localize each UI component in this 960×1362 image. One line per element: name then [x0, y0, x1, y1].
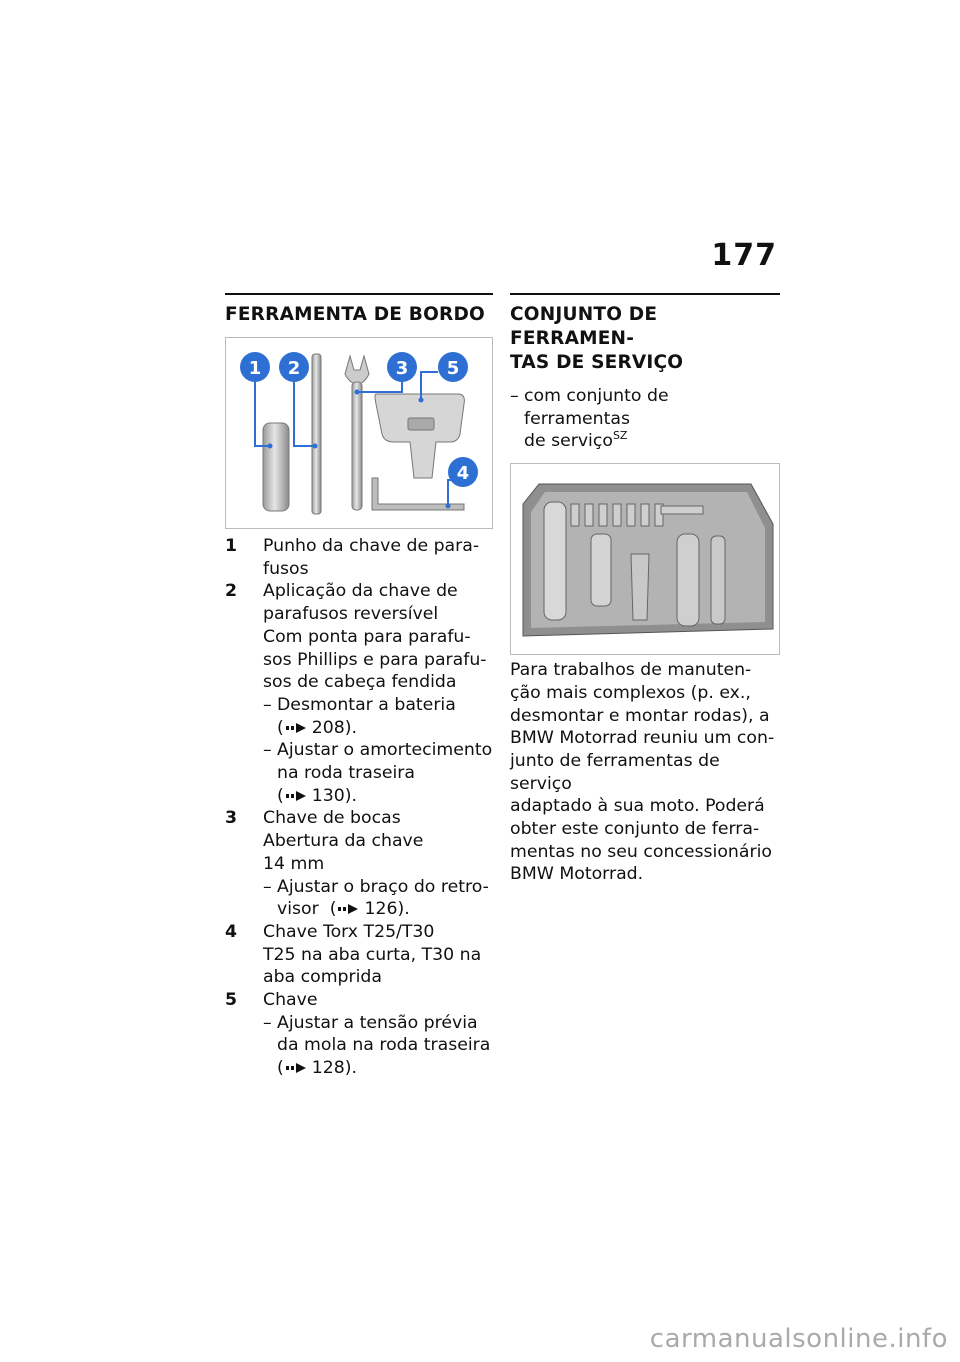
callout-5: 5: [446, 358, 460, 379]
item-text: Chave: [263, 990, 318, 1011]
section-heading: CONJUNTO DE FERRAMEN- TAS DE SERVIÇO: [510, 304, 684, 373]
condition-text: com conjunto de ferramentas: [524, 386, 669, 429]
item-text: fusos: [263, 558, 309, 579]
item-text: parafusos reversível: [263, 604, 439, 625]
action-step: [263, 694, 493, 739]
page-reference[interactable]: ( 208).: [277, 717, 357, 738]
item-number: 5: [225, 990, 238, 1011]
item-number: 2: [225, 581, 238, 602]
service-toolkit-figure: [510, 463, 780, 655]
callout-2: 2: [287, 358, 301, 379]
item-number: 3: [225, 808, 238, 829]
onboard-toolkit-section: [225, 293, 493, 1080]
condition-note: [510, 385, 780, 453]
item-text: Com ponta para parafu-: [263, 626, 471, 647]
item-text: Abertura da chave: [263, 831, 424, 852]
dash-symbol: –: [263, 740, 272, 761]
watermark: carmanualsonline.info: [649, 1324, 948, 1354]
action-step: [263, 1012, 493, 1080]
list-item: [225, 535, 493, 580]
action-step: [263, 876, 493, 921]
item-text: sos Phillips e para parafu-: [263, 649, 487, 670]
option-code: SZ: [612, 429, 628, 443]
step-text: Desmontar a bateria: [277, 694, 456, 715]
page-ref-arrow-icon: [338, 904, 358, 914]
dash-symbol: –: [263, 1012, 272, 1033]
step-text: da mola na roda traseira: [277, 1035, 491, 1056]
dash-symbol: –: [263, 694, 272, 715]
item-text: T25 na aba curta, T30 na: [263, 944, 482, 965]
list-item: [225, 989, 493, 1080]
service-paragraph: Para trabalhos de manuten- ção mais complexos (p. ex., desmontar e montar rodas), a BMW Motorrad reuniu um con- junto de ferramentas de serviço adaptado à sua moto. Poderá obter este conjunto de ferra- mentas no seu concessionário BMW Motorrad.: [510, 660, 775, 885]
page-reference[interactable]: visor ( 126).: [277, 899, 410, 920]
item-number: 1: [225, 536, 238, 556]
section-rule: [225, 293, 493, 295]
step-text: na roda traseira: [277, 763, 415, 784]
dash-symbol: –: [263, 876, 272, 897]
page-ref-arrow-icon: [286, 723, 306, 733]
dash-symbol: –: [510, 386, 519, 406]
condition-text: de serviço: [524, 431, 613, 452]
page-reference[interactable]: ( 130).: [277, 785, 357, 806]
item-number: 4: [225, 921, 238, 942]
tool-list: [225, 535, 493, 1080]
callout-3: 3: [395, 358, 409, 379]
step-text: Ajustar o braço do retro-: [277, 876, 489, 897]
section-heading: FERRAMENTA DE BORDO: [225, 304, 485, 325]
service-toolkit-section: [510, 293, 780, 886]
item-text: Punho da chave de para-: [263, 536, 480, 556]
toolkit-figure: [225, 337, 493, 529]
item-text: Chave de bocas: [263, 808, 401, 829]
list-item: [225, 921, 493, 989]
list-item: [225, 580, 493, 807]
step-text: Ajustar a tensão prévia: [277, 1012, 478, 1033]
item-text: 14 mm: [263, 853, 325, 874]
item-text: Chave Torx T25/T30: [263, 921, 435, 942]
section-rule: [510, 293, 780, 295]
action-step: [263, 739, 493, 807]
page-reference[interactable]: ( 128).: [277, 1058, 357, 1079]
page-ref-arrow-icon: [286, 791, 306, 801]
page-number: 177: [711, 238, 777, 273]
item-text: sos de cabeça fendida: [263, 672, 457, 693]
item-text: aba comprida: [263, 967, 382, 988]
list-item: [225, 807, 493, 921]
callout-1: 1: [248, 358, 262, 379]
callout-4: 4: [456, 463, 470, 484]
item-text: Aplicação da chave de: [263, 581, 458, 602]
step-text: Ajustar o amortecimento: [277, 740, 493, 761]
page-ref-arrow-icon: [286, 1063, 306, 1073]
